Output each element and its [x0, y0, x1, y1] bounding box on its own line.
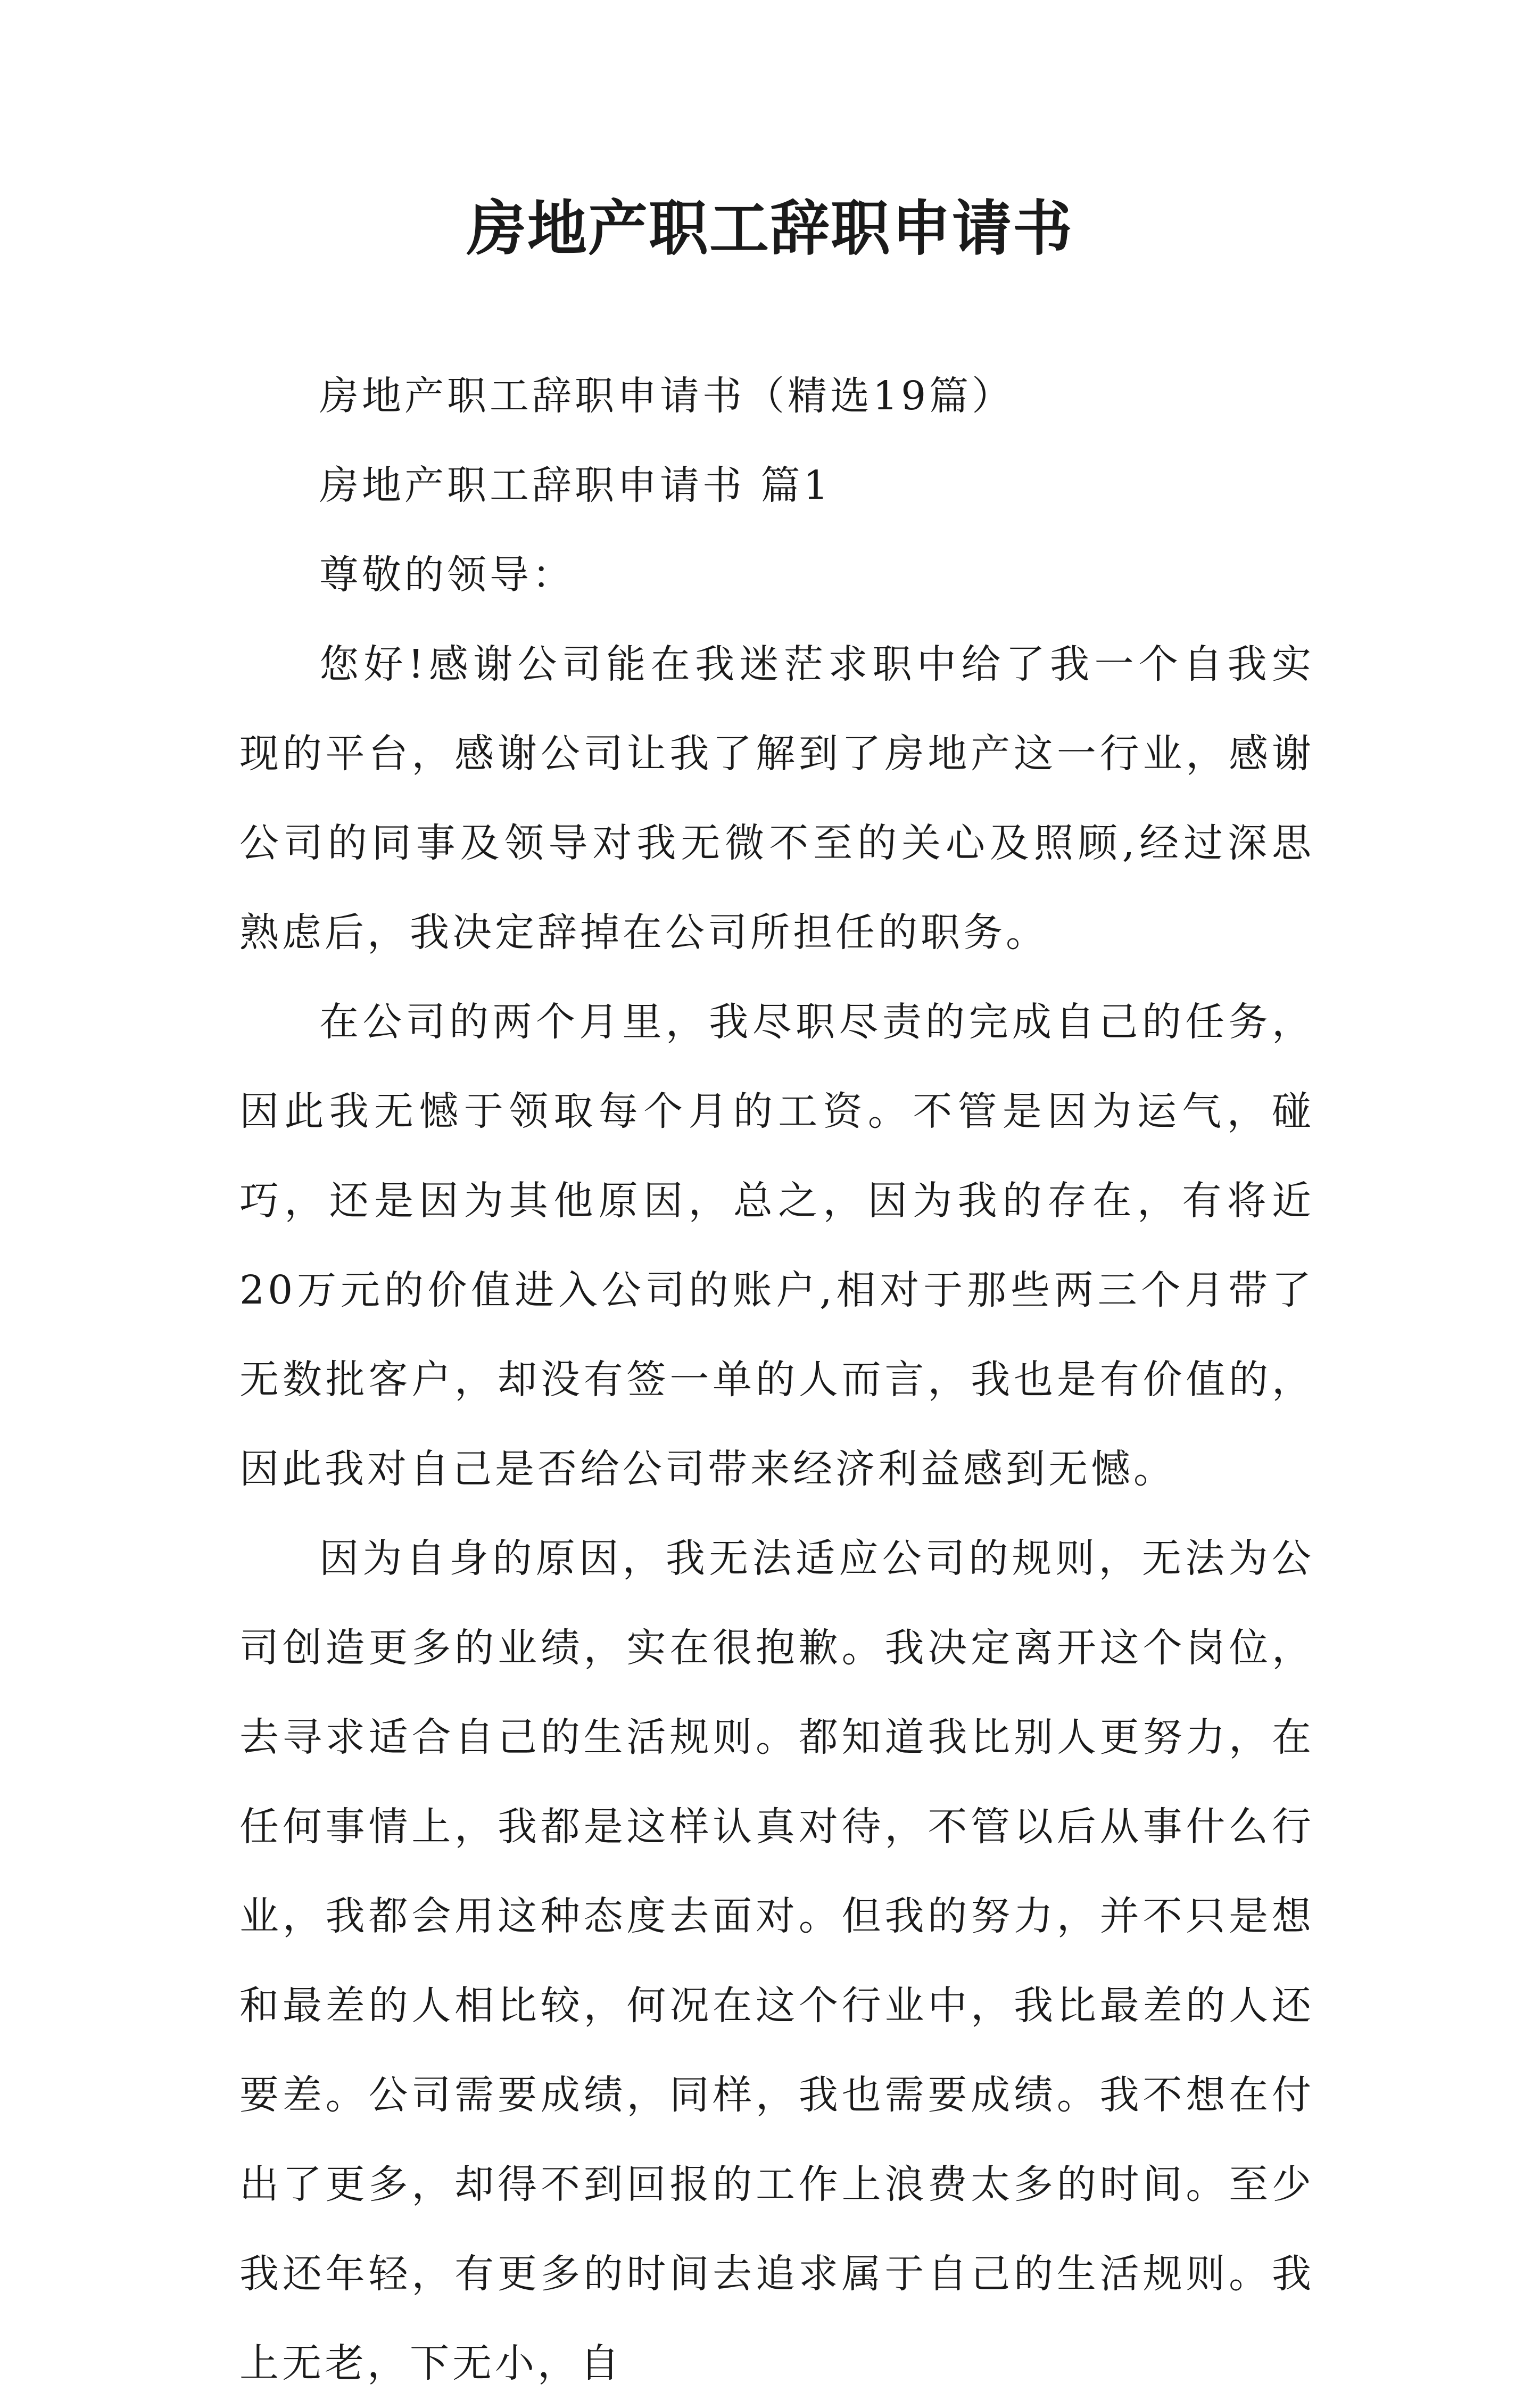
document-title: 房地产职工辞职申请书	[467, 194, 1073, 263]
subtitle-paragraph: 房地产职工辞职申请书（精选19篇）	[319, 373, 1015, 419]
document-body	[239, 351, 1314, 2408]
body-paragraph: 在公司的两个月里，我尽职尽责的完成自己的任务，因此我无憾于领取每个月的工资。不管是因为运气，碰巧，还是因为其他原因，总之，因为我的存在，有将近20万元的价值进入公司的账户,相对于那些两三个月带了无数批客户，却没有签一单的人而言，我也是有价值的，因此我对自己是否给公司带来经济利益感到无憾。	[239, 999, 1314, 1492]
section-heading: 房地产职工辞职申请书 篇1	[319, 463, 832, 508]
body-paragraph: 因为自身的原因，我无法适应公司的规则，无法为公司创造更多的业绩，实在很抱歉。我决定离开这个岗位，去寻求适合自己的生活规则。都知道我比别人更努力，在任何事情上，我都是这样认真对待，不管以后从事什么行业，我都会用这种态度去面对。但我的努力，并不只是想和最差的人相比较，何况在这个行业中，我比最差的人还要差。公司需要成绩，同样，我也需要成绩。我不想在付出了更多，却得不到回报的工作上浪费太多的时间。至少我还年轻，有更多的时间去追求属于自己的生活规则。我上无老，下无小，自	[239, 1536, 1314, 2386]
salutation: 尊敬的领导：	[319, 552, 575, 598]
body-paragraph: 您好!感谢公司能在我迷茫求职中给了我一个自我实现的平台，感谢公司让我了解到了房地产这一行业，感谢公司的同事及领导对我无微不至的关心及照顾,经过深思熟虑后，我决定辞掉在公司所担任的职务。	[239, 641, 1314, 955]
